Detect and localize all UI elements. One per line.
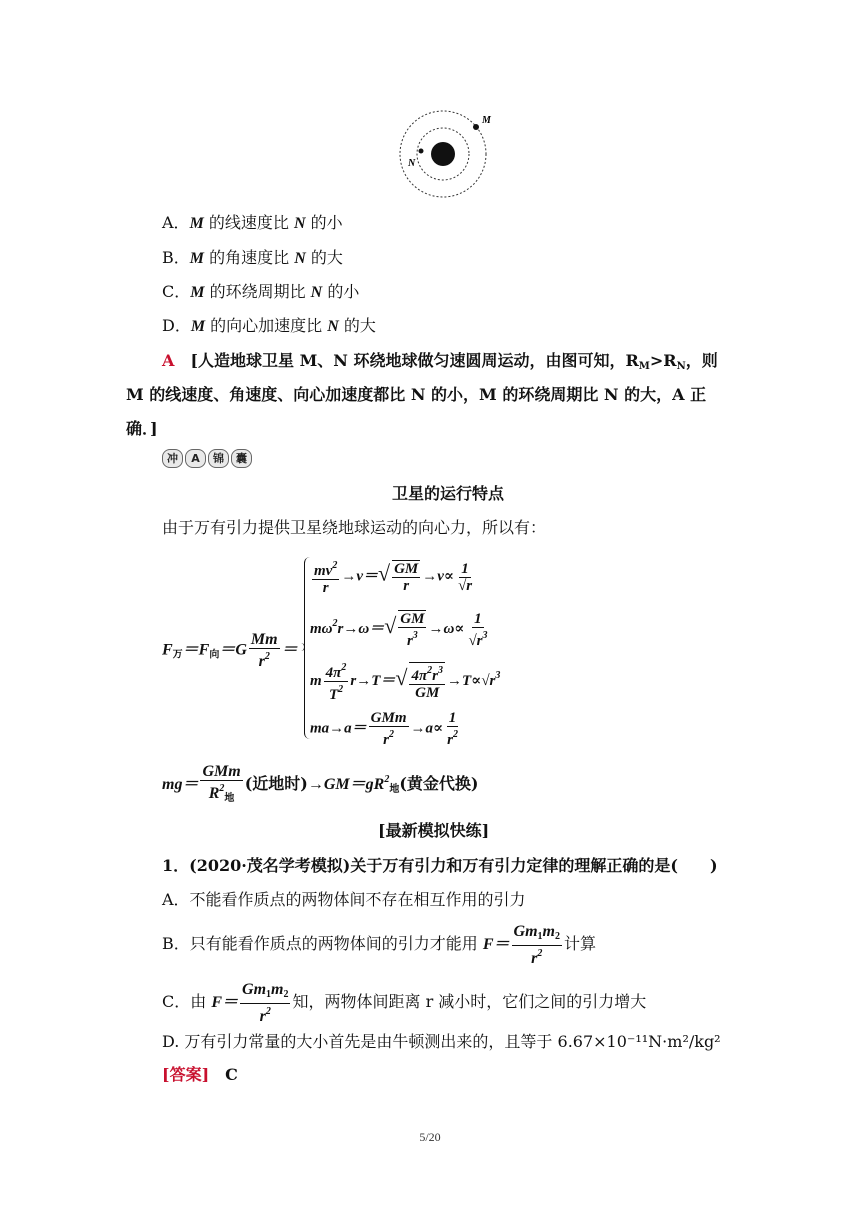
latest-heading: [最新模拟快练]: [378, 821, 490, 840]
section-intro: 由于万有引力提供卫星绕地球运动的向心力，所以有：: [162, 518, 547, 537]
answer-explanation-line3: 确．]: [126, 419, 158, 438]
answer-explanation-line2: M 的线速度、角速度、向心加速度都比 N 的小，M 的环绕周期比 N 的大，A 正: [126, 385, 707, 404]
answer-value: C: [225, 1065, 238, 1084]
satellite-m: [473, 124, 479, 130]
section-title: 卫星的运行特点: [392, 484, 505, 503]
formula-row-omega: $m\omega^2r\to\omega=√$ $\frac{GM}{r^3}$ →ω∝ $\frac{1}{√r^3}$: [310, 610, 488, 649]
formula-golden: mg＝ $\frac{\text{GMm}}{R^2_地}$ (近地时)$\to GM=gR^2_地$(黄金代换): [162, 763, 479, 804]
q1-option-b: B．只有能看作质点的两物体间的引力才能用 F＝ $\frac{Gm_1m_2}{r^2}$ 计算: [162, 923, 597, 967]
formula-row-period: m $\frac{4\pi^2}{T^2}$ r→T＝√ $\frac{4\pi^2r^3}{GM}$ $\to T\propto√r^3$: [310, 662, 501, 703]
q1-answer: [162, 1065, 238, 1085]
q1-stem: 1．(2020·茂名学考模拟)关于万有引力和万有引力定律的理解正确的是( ): [162, 856, 718, 875]
q1-option-a: A．不能看作质点的两物体间不存在相互作用的引力: [162, 890, 526, 909]
option-b: B．M 的角速度比 N 的大: [162, 248, 343, 267]
formula-left: $F_万=F_向=G$ $\frac{Mm}{r^2}$ ＝: [162, 631, 298, 670]
answer-label: [答案]: [162, 1065, 210, 1084]
label-n: N: [408, 158, 416, 169]
label-m: M: [482, 115, 491, 126]
answer-explanation-line1: A [人造地球卫星 M、N 环绕地球做匀速圆周运动，由图可知，$R_M>R_N$，则: [162, 351, 718, 372]
orbit-diagram: [396, 106, 492, 202]
page-number: 5/20: [419, 1130, 441, 1144]
satellite-n: [419, 149, 424, 154]
earth: [431, 142, 455, 166]
q1-option-c: C．由 F＝ $\frac{Gm_1m_2}{r^2}$ 知，两物体间距离 r 减小时，它们之间的引力增大: [162, 981, 647, 1025]
option-d: D．M 的向心加速度比 N 的大: [162, 316, 376, 335]
tips-badge: 冲 A 锦 囊: [162, 449, 252, 468]
formula-row-accel: ma→a＝ $\frac{\text{GMm}}{r^2}$ →a∝ $\frac{1}{r^2}$: [310, 710, 458, 748]
option-a: A．M 的线速度比 N 的小: [162, 213, 343, 232]
option-c: C．M 的环绕周期比 N 的小: [162, 282, 360, 301]
q1-option-d: D. 万有引力常量的大小首先是由牛顿测出来的，且等于 6.67×10⁻¹¹N·m²/kg²: [162, 1032, 721, 1051]
answer-letter: A: [162, 351, 175, 370]
formula-row-velocity: $\frac{mv^2}{r}$ →v＝√ $\frac{GM}{r}$ →v∝ $\frac{1}{√r}$: [314, 560, 473, 596]
